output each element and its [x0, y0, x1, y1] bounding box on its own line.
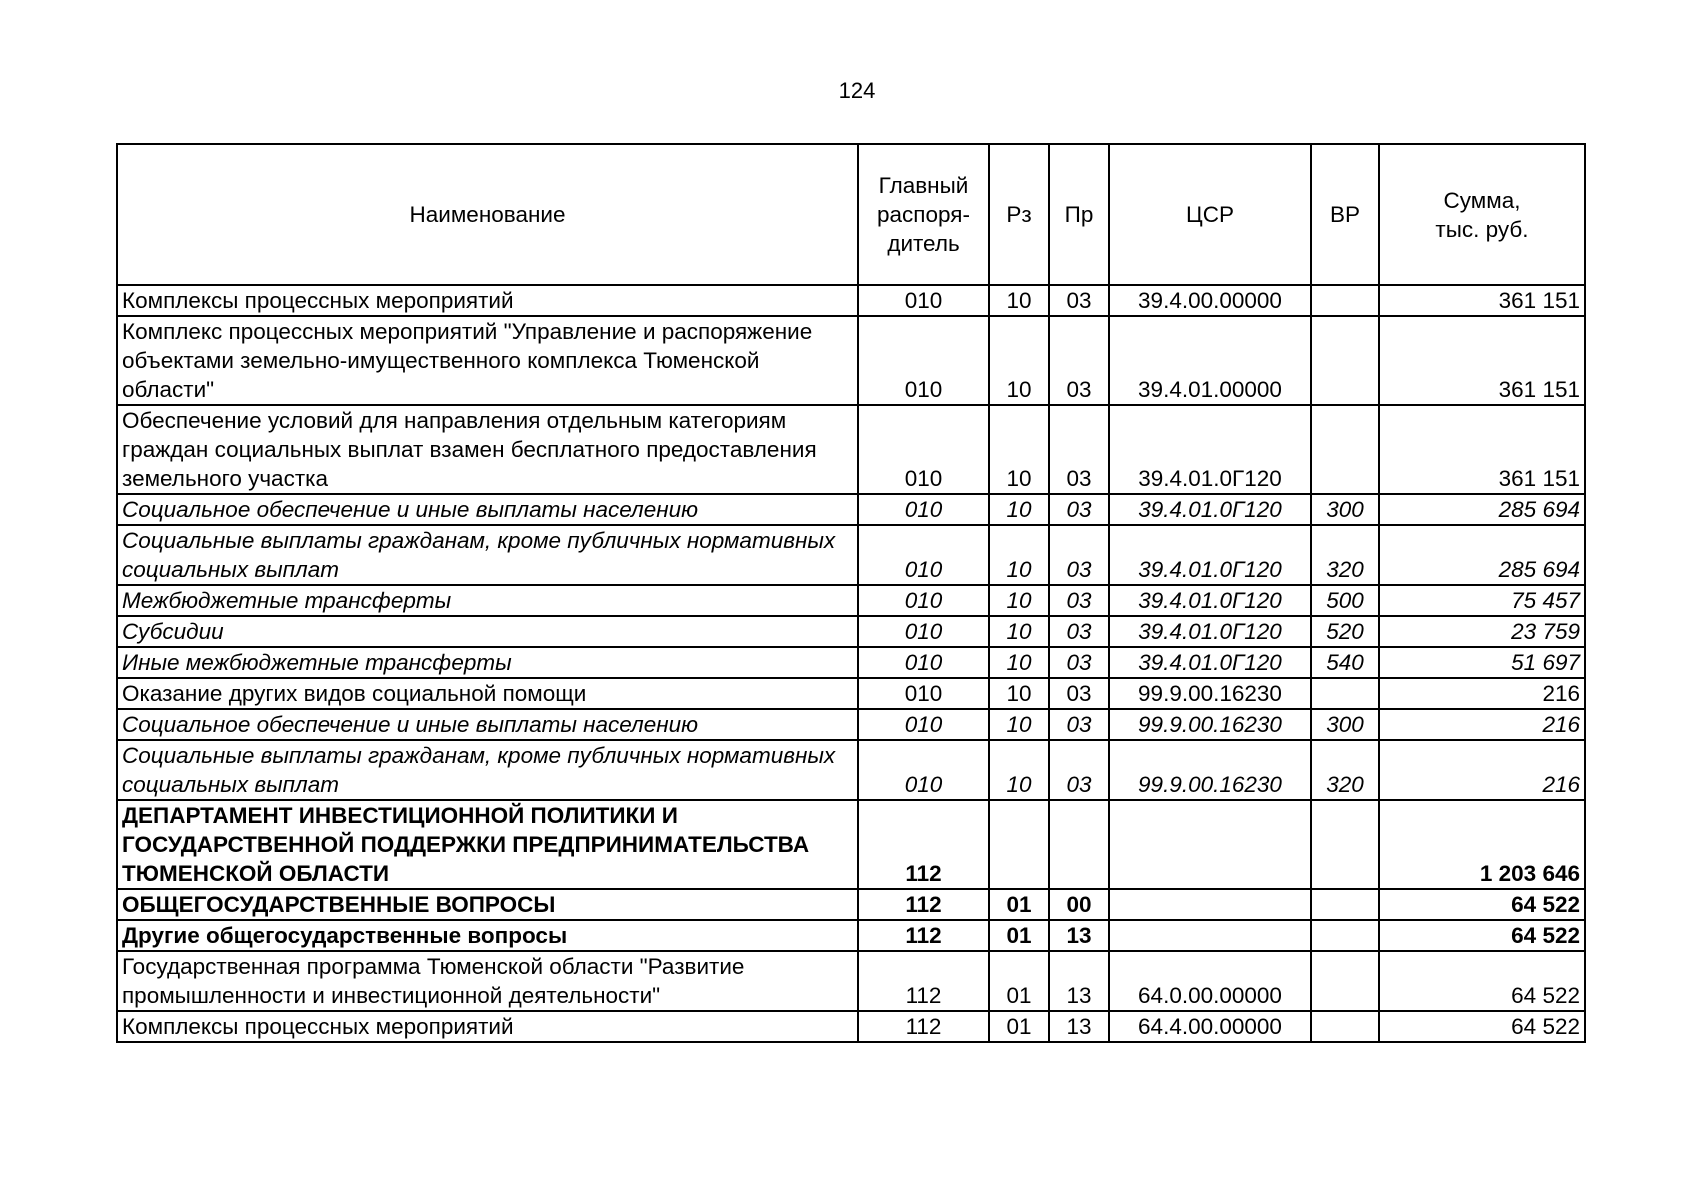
row-rz: 10	[989, 678, 1049, 709]
row-vr	[1311, 678, 1379, 709]
row-name: Оказание других видов социальной помощи	[117, 678, 858, 709]
row-gr: 010	[858, 525, 989, 585]
row-csr: 39.4.01.00000	[1109, 316, 1311, 405]
row-csr: 99.9.00.16230	[1109, 740, 1311, 800]
row-gr: 010	[858, 616, 989, 647]
row-gr: 010	[858, 709, 989, 740]
row-rz: 01	[989, 951, 1049, 1011]
row-csr: 39.4.01.0Г120	[1109, 585, 1311, 616]
row-vr: 300	[1311, 494, 1379, 525]
row-csr	[1109, 800, 1311, 889]
row-pr	[1049, 800, 1109, 889]
table-row	[117, 1011, 1585, 1042]
row-gr: 112	[858, 920, 989, 951]
table-row	[117, 678, 1585, 709]
row-name: Государственная программа Тюменской области "Развитие промышленности и инвестиционной деятельности"	[117, 951, 858, 1011]
budget-table	[116, 143, 1586, 1043]
header-sum: Сумма, тыс. руб.	[1379, 144, 1585, 285]
row-pr: 03	[1049, 616, 1109, 647]
row-sum: 285 694	[1379, 494, 1585, 525]
row-rz: 10	[989, 525, 1049, 585]
row-name: Социальные выплаты гражданам, кроме публичных нормативных социальных выплат	[117, 525, 858, 585]
row-gr: 112	[858, 889, 989, 920]
row-name: Обеспечение условий для направления отдельным категориям граждан социальных выплат взамен бесплатного предоставления земельного участка	[117, 405, 858, 494]
row-vr	[1311, 405, 1379, 494]
table-row	[117, 316, 1585, 405]
row-pr: 03	[1049, 525, 1109, 585]
row-vr	[1311, 1011, 1379, 1042]
row-sum: 361 151	[1379, 405, 1585, 494]
row-rz	[989, 800, 1049, 889]
header-csr: ЦСР	[1109, 144, 1311, 285]
row-csr: 99.9.00.16230	[1109, 709, 1311, 740]
row-name: Социальное обеспечение и иные выплаты населению	[117, 709, 858, 740]
header-vr: ВР	[1311, 144, 1379, 285]
row-vr	[1311, 951, 1379, 1011]
page-number: 124	[838, 78, 876, 103]
row-vr	[1311, 316, 1379, 405]
row-pr: 13	[1049, 920, 1109, 951]
row-sum: 64 522	[1379, 951, 1585, 1011]
row-rz: 01	[989, 1011, 1049, 1042]
table-row	[117, 616, 1585, 647]
row-gr: 010	[858, 647, 989, 678]
row-csr: 64.4.00.00000	[1109, 1011, 1311, 1042]
row-name: ОБЩЕГОСУДАРСТВЕННЫЕ ВОПРОСЫ	[117, 889, 858, 920]
row-name: Иные межбюджетные трансферты	[117, 647, 858, 678]
row-pr: 03	[1049, 678, 1109, 709]
row-rz: 01	[989, 889, 1049, 920]
row-gr: 010	[858, 585, 989, 616]
row-pr: 03	[1049, 494, 1109, 525]
row-vr: 300	[1311, 709, 1379, 740]
row-pr: 03	[1049, 709, 1109, 740]
row-csr: 39.4.01.0Г120	[1109, 525, 1311, 585]
row-sum: 51 697	[1379, 647, 1585, 678]
row-gr: 010	[858, 405, 989, 494]
row-csr	[1109, 920, 1311, 951]
row-name: Социальное обеспечение и иные выплаты населению	[117, 494, 858, 525]
row-sum: 75 457	[1379, 585, 1585, 616]
row-vr: 320	[1311, 740, 1379, 800]
row-rz: 10	[989, 616, 1049, 647]
row-vr	[1311, 889, 1379, 920]
row-vr	[1311, 800, 1379, 889]
row-name: ДЕПАРТАМЕНТ ИНВЕСТИЦИОННОЙ ПОЛИТИКИ И ГОСУДАРСТВЕННОЙ ПОДДЕРЖКИ ПРЕДПРИНИМАТЕЛЬСТВА ТЮМЕНСКОЙ ОБЛАСТИ	[117, 800, 858, 889]
header-pr: Пр	[1049, 144, 1109, 285]
row-sum: 216	[1379, 678, 1585, 709]
row-gr: 010	[858, 494, 989, 525]
row-rz: 10	[989, 285, 1049, 316]
header-main-manager: Главный распоря- дитель	[858, 144, 989, 285]
table-row	[117, 405, 1585, 494]
row-csr: 99.9.00.16230	[1109, 678, 1311, 709]
row-vr	[1311, 285, 1379, 316]
row-rz: 10	[989, 709, 1049, 740]
table-row	[117, 800, 1585, 889]
row-name: Комплекс процессных мероприятий "Управление и распоряжение объектами земельно-имущественного комплекса Тюменской области"	[117, 316, 858, 405]
row-pr: 13	[1049, 951, 1109, 1011]
row-rz: 01	[989, 920, 1049, 951]
row-vr: 540	[1311, 647, 1379, 678]
row-name: Социальные выплаты гражданам, кроме публичных нормативных социальных выплат	[117, 740, 858, 800]
row-vr: 320	[1311, 525, 1379, 585]
row-sum: 361 151	[1379, 316, 1585, 405]
row-csr: 39.4.01.0Г120	[1109, 616, 1311, 647]
row-pr: 03	[1049, 405, 1109, 494]
row-csr: 39.4.01.0Г120	[1109, 405, 1311, 494]
row-name: Межбюджетные трансферты	[117, 585, 858, 616]
row-pr: 03	[1049, 316, 1109, 405]
row-name: Комплексы процессных мероприятий	[117, 285, 858, 316]
row-gr: 112	[858, 1011, 989, 1042]
row-csr: 39.4.01.0Г120	[1109, 647, 1311, 678]
row-pr: 03	[1049, 647, 1109, 678]
row-gr: 112	[858, 951, 989, 1011]
row-rz: 10	[989, 494, 1049, 525]
row-name: Комплексы процессных мероприятий	[117, 1011, 858, 1042]
row-pr: 03	[1049, 740, 1109, 800]
row-rz: 10	[989, 316, 1049, 405]
table-row	[117, 494, 1585, 525]
row-rz: 10	[989, 405, 1049, 494]
table-row	[117, 709, 1585, 740]
header-name: Наименование	[117, 144, 858, 285]
table-row	[117, 920, 1585, 951]
row-sum: 64 522	[1379, 920, 1585, 951]
row-csr: 39.4.00.00000	[1109, 285, 1311, 316]
row-sum: 285 694	[1379, 525, 1585, 585]
row-sum: 23 759	[1379, 616, 1585, 647]
row-vr: 500	[1311, 585, 1379, 616]
table-row	[117, 647, 1585, 678]
row-sum: 64 522	[1379, 889, 1585, 920]
row-gr: 010	[858, 678, 989, 709]
row-pr: 13	[1049, 1011, 1109, 1042]
table-row	[117, 585, 1585, 616]
header-rz: Рз	[989, 144, 1049, 285]
row-gr: 010	[858, 740, 989, 800]
row-vr: 520	[1311, 616, 1379, 647]
row-sum: 216	[1379, 740, 1585, 800]
table-row	[117, 951, 1585, 1011]
row-gr: 010	[858, 316, 989, 405]
row-vr	[1311, 920, 1379, 951]
row-sum: 64 522	[1379, 1011, 1585, 1042]
row-sum: 216	[1379, 709, 1585, 740]
row-pr: 03	[1049, 585, 1109, 616]
row-name: Другие общегосударственные вопросы	[117, 920, 858, 951]
table-row	[117, 889, 1585, 920]
row-rz: 10	[989, 740, 1049, 800]
row-csr: 39.4.01.0Г120	[1109, 494, 1311, 525]
table-row	[117, 740, 1585, 800]
row-gr: 010	[858, 285, 989, 316]
row-csr: 64.0.00.00000	[1109, 951, 1311, 1011]
row-sum: 1 203 646	[1379, 800, 1585, 889]
row-name: Субсидии	[117, 616, 858, 647]
row-gr: 112	[858, 800, 989, 889]
table-row	[117, 285, 1585, 316]
row-pr: 03	[1049, 285, 1109, 316]
table-row	[117, 525, 1585, 585]
table-header-row	[117, 144, 1585, 285]
row-sum: 361 151	[1379, 285, 1585, 316]
row-csr	[1109, 889, 1311, 920]
row-pr: 00	[1049, 889, 1109, 920]
row-rz: 10	[989, 647, 1049, 678]
row-rz: 10	[989, 585, 1049, 616]
